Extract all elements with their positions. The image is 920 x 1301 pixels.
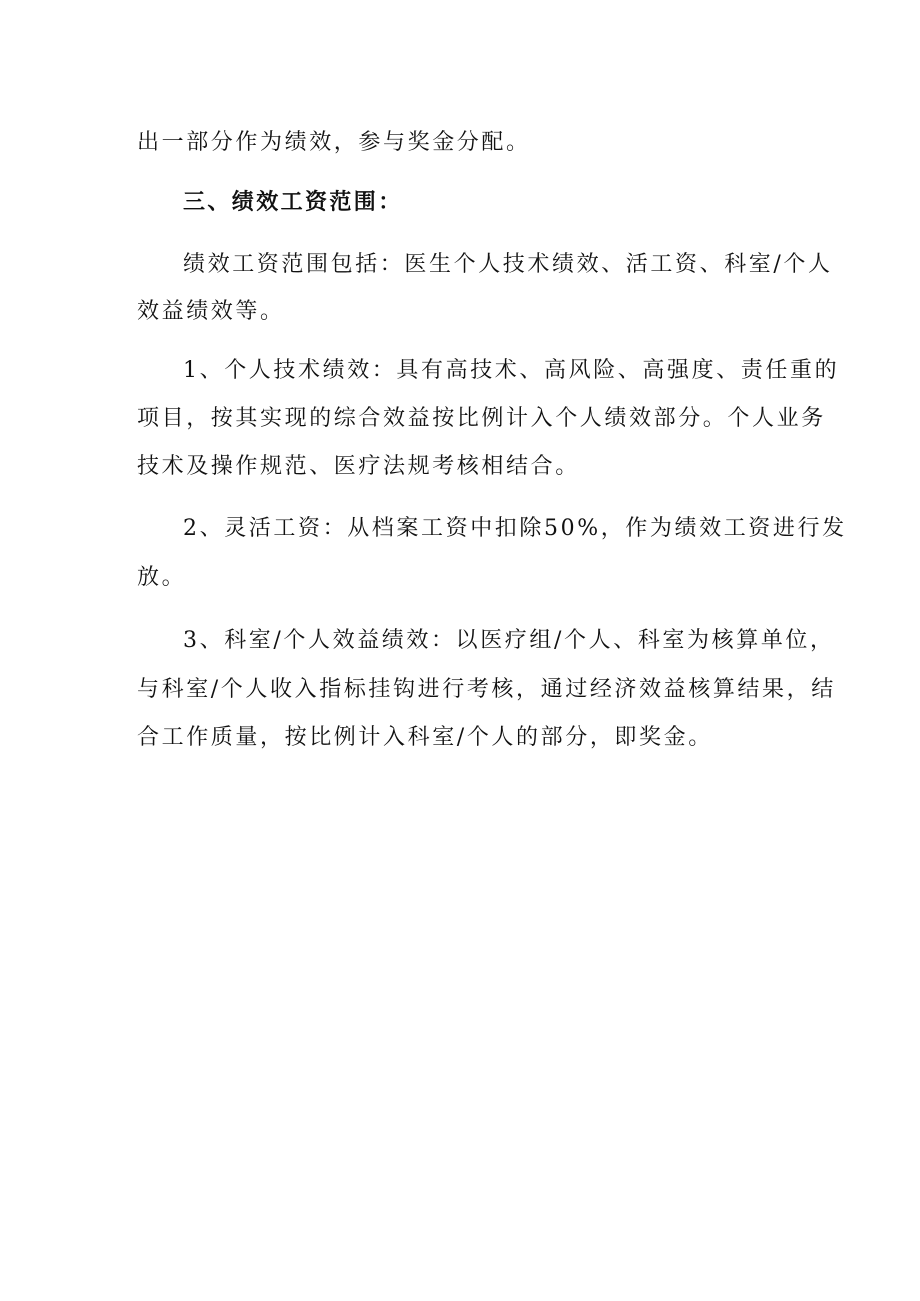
scope-paragraph-line-1: 绩效工资范围包括：医生个人技术绩效、活工资、科室/个人	[183, 252, 833, 277]
item-2-line-1: 2、灵活工资：从档案工资中扣除50%，作为绩效工资进行发	[183, 516, 847, 541]
paragraph-continuation-line: 出一部分作为绩效，参与奖金分配。	[137, 130, 531, 155]
item-3-line-2: 与科室/个人收入指标挂钩进行考核，通过经济效益核算结果，结	[137, 677, 836, 702]
scope-paragraph-line-2: 效益绩效等。	[137, 299, 285, 324]
item-3-line-3: 合工作质量，按比例计入科室/个人的部分，即奖金。	[137, 725, 713, 750]
item-3-line-1: 3、科室/个人效益绩效：以医疗组/个人、科室为核算单位，	[183, 628, 835, 653]
section-heading: 三、绩效工资范围：	[183, 190, 403, 215]
item-1-line-1: 1、个人技术绩效：具有高技术、高风险、高强度、责任重的	[183, 358, 840, 383]
item-2-line-2: 放。	[137, 565, 187, 590]
item-1-line-2: 项目，按其实现的综合效益按比例计入个人绩效部分。个人业务	[137, 406, 826, 431]
item-1-line-3: 技术及操作规范、医疗法规考核相结合。	[137, 454, 580, 479]
